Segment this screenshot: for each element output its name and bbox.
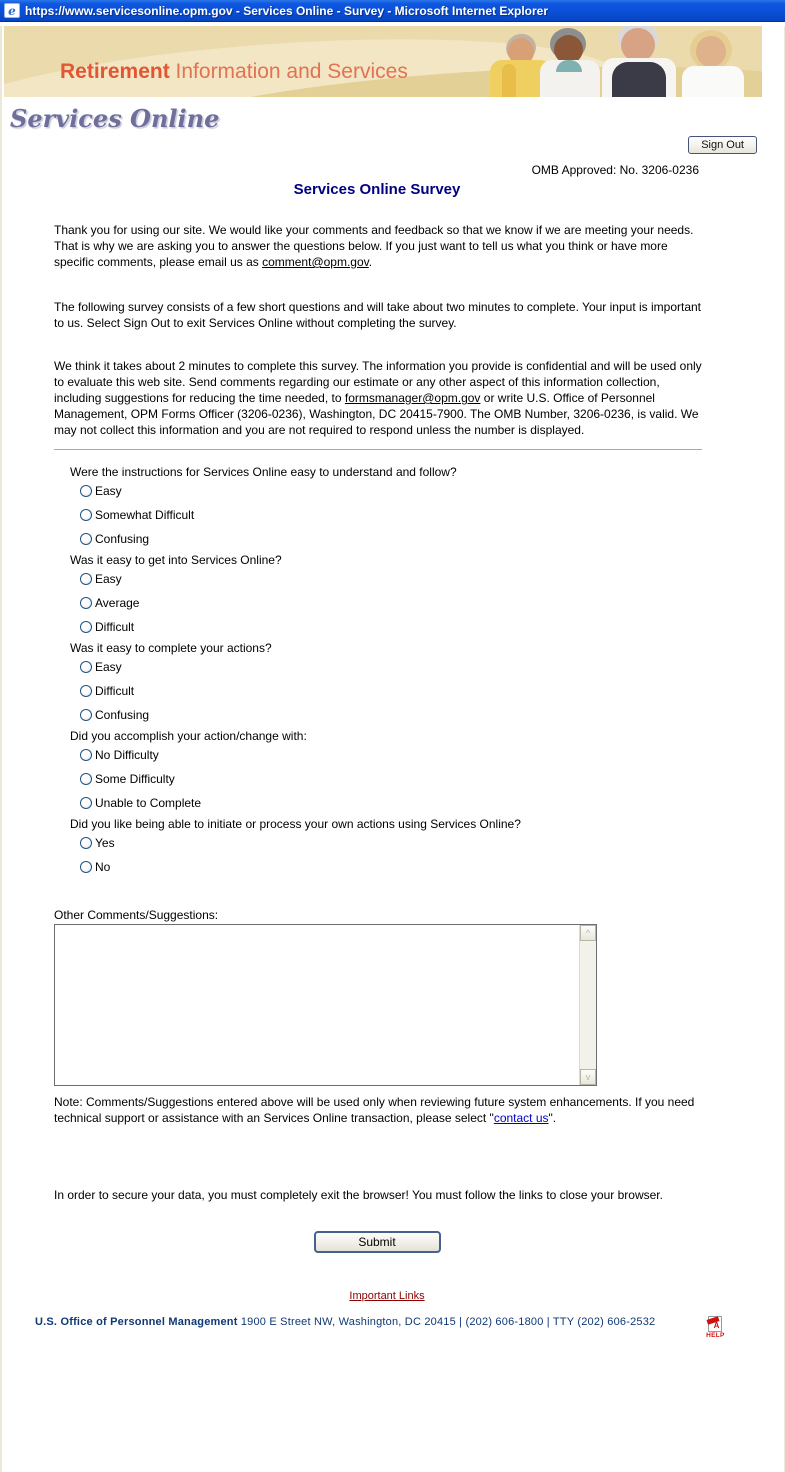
radio-button-icon[interactable] xyxy=(80,621,92,633)
page-title: Services Online Survey xyxy=(293,181,461,198)
comments-textarea-box xyxy=(54,924,597,1086)
questions xyxy=(2,465,784,879)
scroll-up-icon[interactable]: ^ xyxy=(580,925,596,941)
retirement-banner xyxy=(4,26,762,97)
retirees-photo xyxy=(490,26,762,97)
question-block xyxy=(2,465,784,551)
radio-option[interactable] xyxy=(80,503,784,527)
radio-option-label: Difficult xyxy=(95,620,135,634)
radio-button-icon[interactable] xyxy=(80,773,92,785)
radio-option-label: Some Difficulty xyxy=(95,772,175,786)
radio-option[interactable] xyxy=(80,767,784,791)
note-text: Note: Comments/Suggestions entered above will be used only when reviewing future system enhancements. If you need technical support or assistance with an Services Online transaction, please select " xyxy=(54,1095,695,1125)
question-block xyxy=(2,641,784,727)
radio-option[interactable] xyxy=(80,791,784,815)
radio-option[interactable] xyxy=(80,615,784,639)
sign-out-button[interactable]: Sign Out xyxy=(688,136,757,154)
question-label: Was it easy to complete your actions? xyxy=(70,641,272,655)
radio-button-icon[interactable] xyxy=(80,597,92,609)
radio-option-label: No xyxy=(95,860,111,874)
window-title: https://www.servicesonline.opm.gov - Services Online - Survey - Microsoft Internet Explorer xyxy=(25,3,549,18)
banner-brand-bold: Retirement xyxy=(60,60,170,83)
radio-option[interactable] xyxy=(80,831,784,855)
radio-option-label: Unable to Complete xyxy=(95,796,202,810)
radio-option[interactable] xyxy=(80,855,784,879)
radio-button-icon[interactable] xyxy=(80,709,92,721)
services-online-logo: Services Online xyxy=(10,104,220,133)
intro-paragraph-3 xyxy=(54,358,704,438)
radio-option[interactable] xyxy=(80,527,784,551)
important-links-link[interactable]: Important Links xyxy=(349,1290,425,1302)
radio-option[interactable] xyxy=(80,679,784,703)
question-label: Was it easy to get into Services Online? xyxy=(70,553,282,567)
radio-option-label: Easy xyxy=(95,484,122,498)
footer-agency-name: U.S. Office of Personnel Management xyxy=(35,1316,238,1328)
formsmanager-email-link[interactable]: formsmanager@opm.gov xyxy=(344,391,481,405)
radio-option[interactable] xyxy=(80,743,784,767)
radio-button-icon[interactable] xyxy=(80,661,92,673)
radio-option-label: Confusing xyxy=(95,532,150,546)
comments-note xyxy=(54,1094,706,1126)
submit-button[interactable]: Submit xyxy=(314,1231,441,1253)
footer-agency-text xyxy=(35,1316,655,1328)
signout-row xyxy=(2,136,784,154)
intro-paragraph-1 xyxy=(54,222,704,270)
section-divider xyxy=(54,449,702,450)
question-label: Were the instructions for Services Online easy to understand and follow? xyxy=(70,465,457,479)
footer xyxy=(35,1316,784,1339)
comment-email-link[interactable]: comment@opm.gov xyxy=(262,255,369,269)
question-label: Did you accomplish your action/change with: xyxy=(70,729,307,743)
radio-option[interactable] xyxy=(80,591,784,615)
comments-textarea[interactable] xyxy=(55,925,579,1085)
scroll-down-icon[interactable]: v xyxy=(580,1069,596,1085)
radio-option-label: Easy xyxy=(95,660,122,674)
radio-option[interactable] xyxy=(80,655,784,679)
question-block xyxy=(2,729,784,815)
omb-approval-text: OMB Approved: No. 3206-0236 xyxy=(531,163,699,177)
window-titlebar[interactable] xyxy=(0,0,785,22)
contact-us-link[interactable]: contact us xyxy=(493,1111,549,1125)
submit-row xyxy=(2,1231,752,1253)
radio-button-icon[interactable] xyxy=(80,685,92,697)
intro-paragraph-2: The following survey consists of a few short questions and will take about two minutes to complete. Your input is important to us. Select Sign Out to exit Services Online without completing the survey. xyxy=(54,300,702,330)
textarea-scrollbar[interactable] xyxy=(579,925,596,1085)
intro-p1-text: Thank you for using our site. We would like your comments and feedback so that we know if we are meeting your needs. That is why we are asking you to answer the questions below. If you just want to tell us what you think or have more specific comments, please email us as xyxy=(54,223,694,269)
radio-button-icon[interactable] xyxy=(80,749,92,761)
radio-button-icon[interactable] xyxy=(80,533,92,545)
question-block xyxy=(2,817,784,879)
radio-option[interactable] xyxy=(80,703,784,727)
radio-option-label: Yes xyxy=(95,836,115,850)
important-links-row xyxy=(2,1286,772,1304)
radio-button-icon[interactable] xyxy=(80,485,92,497)
radio-button-icon[interactable] xyxy=(80,797,92,809)
radio-option-label: Average xyxy=(95,596,140,610)
browser-viewport xyxy=(0,26,785,1472)
banner-brand-rest: Information and Services xyxy=(169,60,408,83)
radio-option-label: Confusing xyxy=(95,708,150,722)
footer-agency-address: 1900 E Street NW, Washington, DC 20415 | (202) 606-1800 | TTY (202) 606-2532 xyxy=(237,1316,656,1328)
radio-option-label: Difficult xyxy=(95,684,135,698)
radio-option[interactable] xyxy=(80,479,784,503)
help-pdf-button[interactable] xyxy=(703,1316,727,1339)
radio-option-label: Easy xyxy=(95,572,122,586)
radio-option-label: Somewhat Difficult xyxy=(95,508,195,522)
internet-explorer-icon: e xyxy=(4,3,20,18)
help-label: HELP xyxy=(706,1332,725,1339)
secure-exit-warning: In order to secure your data, you must completely exit the browser! You must follow the links to close your browser. xyxy=(54,1188,663,1202)
radio-button-icon[interactable] xyxy=(80,837,92,849)
radio-button-icon[interactable] xyxy=(80,509,92,521)
radio-button-icon[interactable] xyxy=(80,861,92,873)
intro-p1-period: . xyxy=(368,255,373,269)
note-after: ". xyxy=(548,1111,557,1125)
radio-button-icon[interactable] xyxy=(80,573,92,585)
intro-p3-text: We think it takes about 2 minutes to complete this survey. The information you provide is confidential and will be used only to evaluate this web site. Send comments regarding our estimate or any other aspect of this information collection, including suggestions for reducing the time needed, to xyxy=(54,359,702,405)
intro-p3-rest: or write U.S. Office of Personnel Management, OPM Forms Officer (3206-0236), Washington, DC 20415-7900. The OMB Number, 3206-0236, is valid. We may not collect this information and you are not required to respond unless the number is displayed. xyxy=(54,391,699,437)
banner-brand-text xyxy=(60,60,408,84)
radio-option[interactable] xyxy=(80,567,784,591)
question-label: Did you like being able to initiate or process your own actions using Services Online? xyxy=(70,817,521,831)
question-block xyxy=(2,553,784,639)
comments-label: Other Comments/Suggestions: xyxy=(54,908,219,922)
pdf-icon: A xyxy=(708,1316,722,1332)
radio-option-label: No Difficulty xyxy=(95,748,159,762)
